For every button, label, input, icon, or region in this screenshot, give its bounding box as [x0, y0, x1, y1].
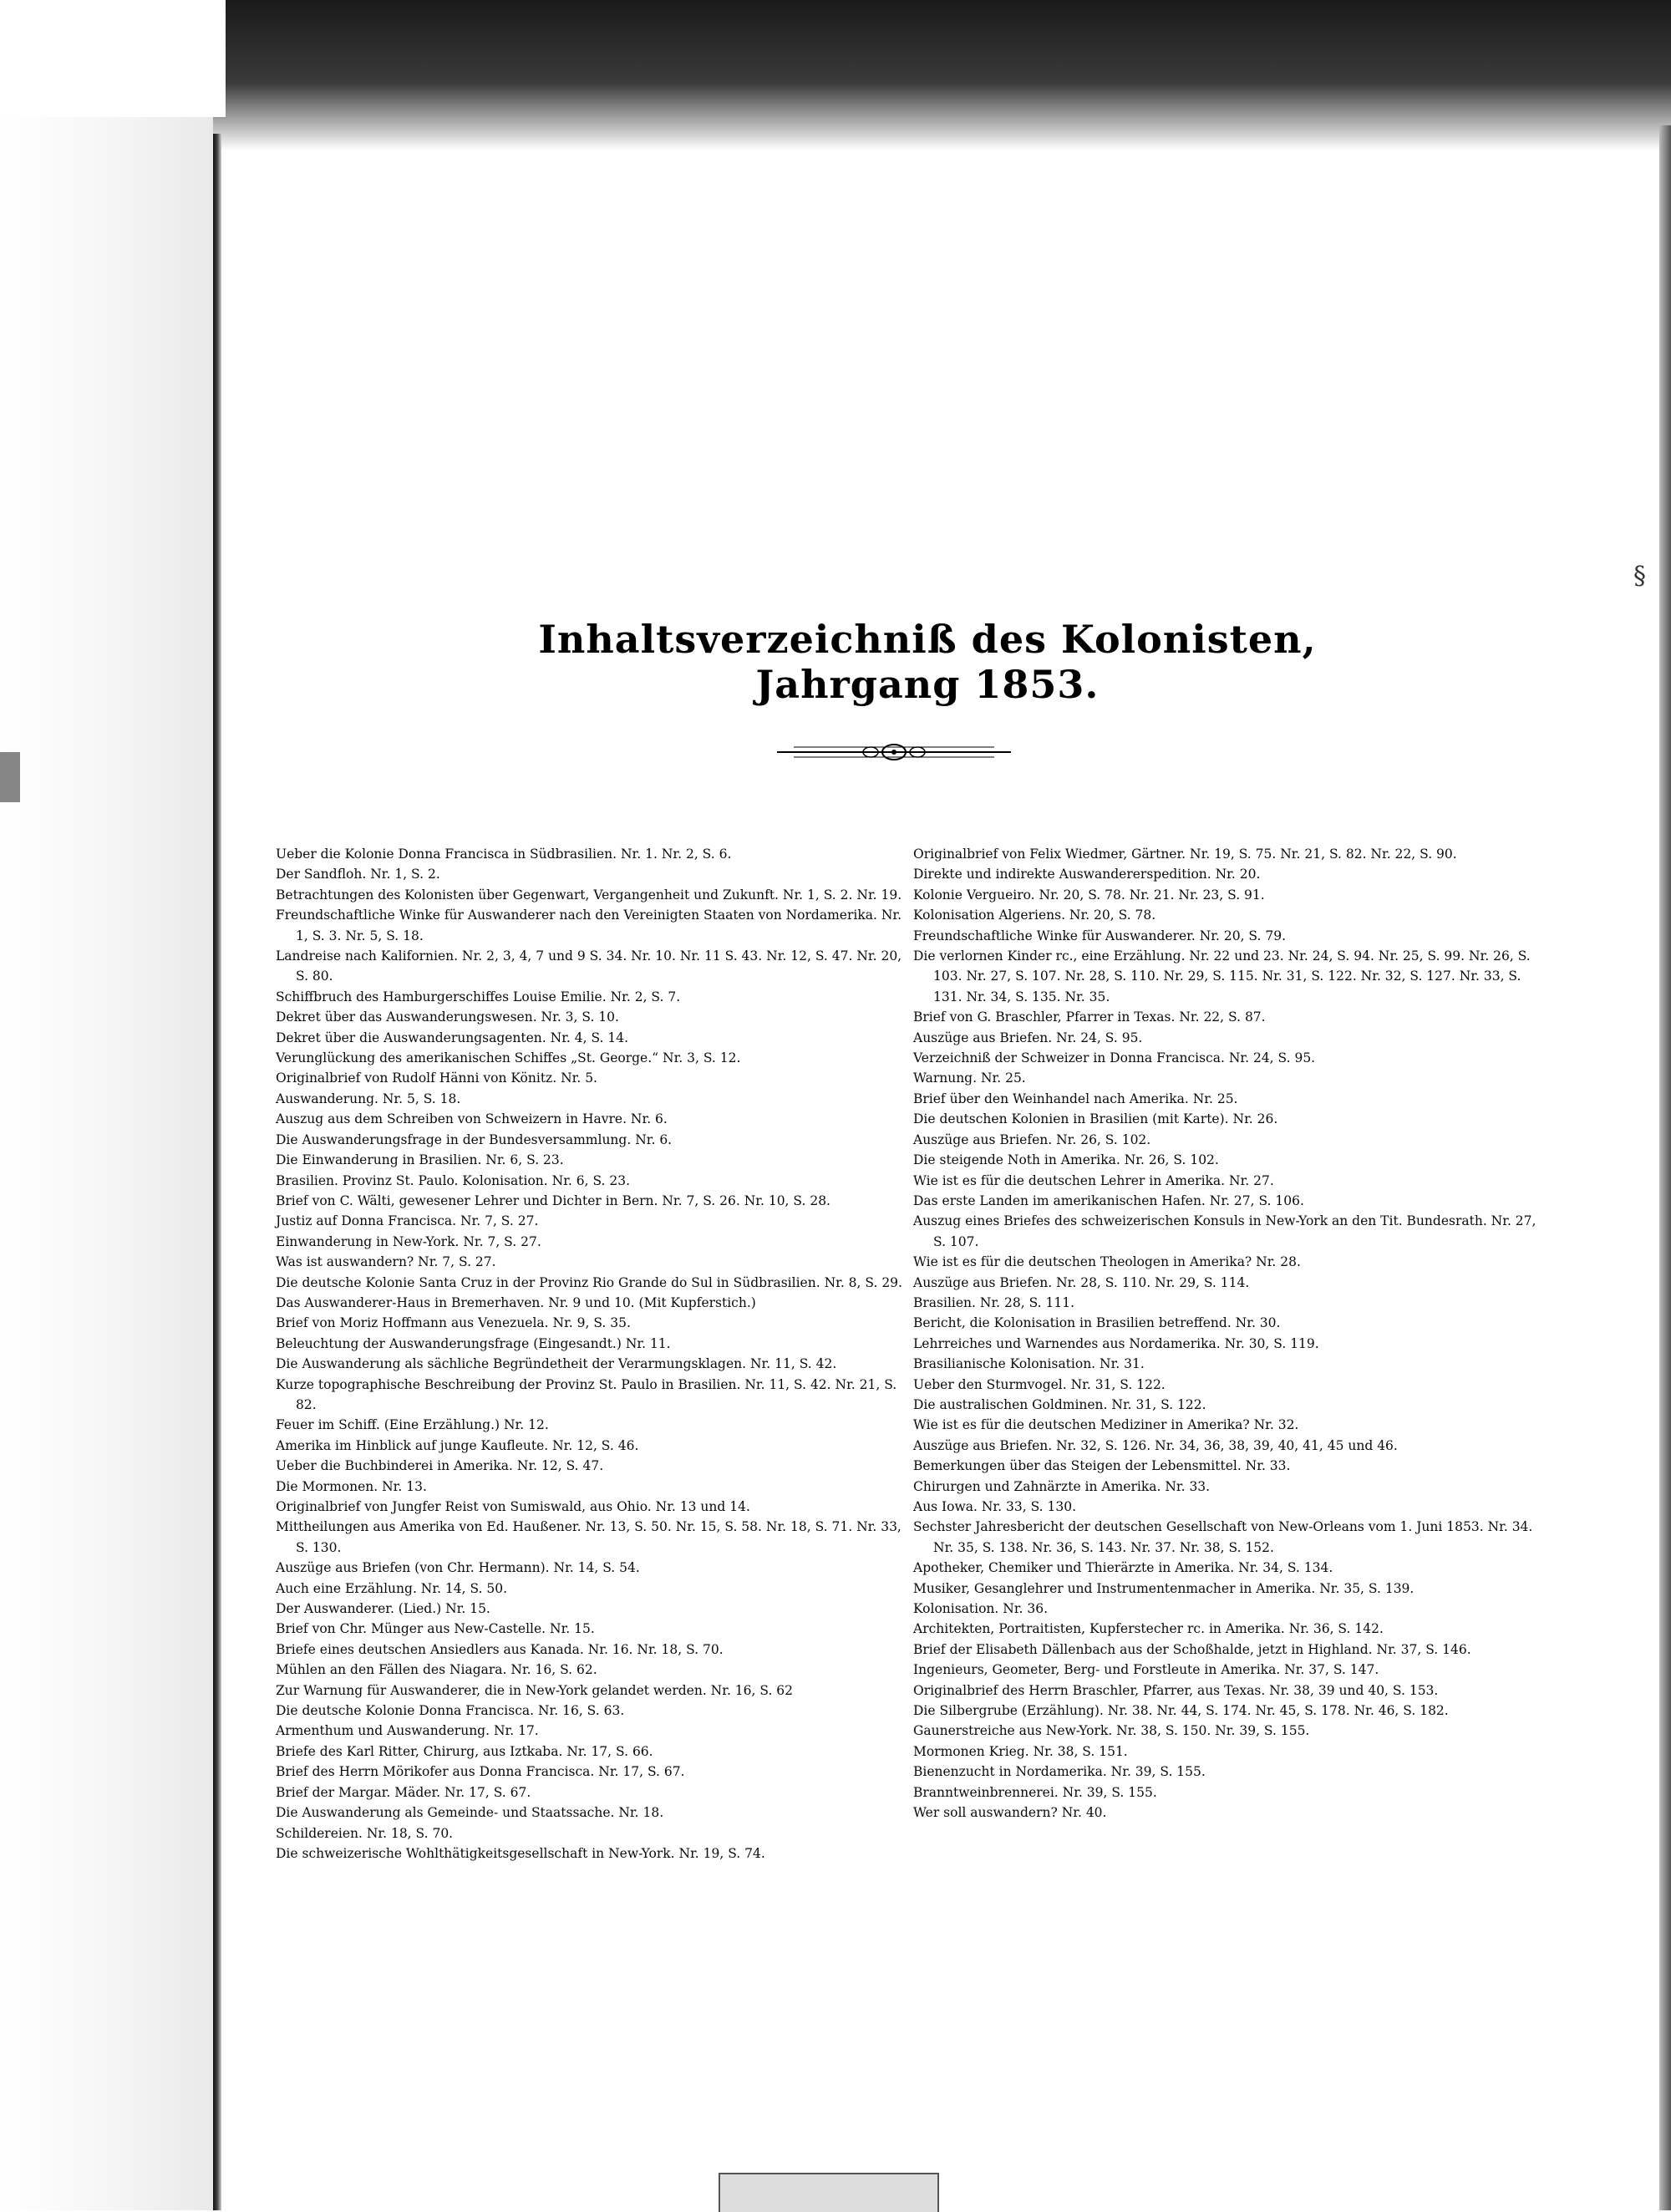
- toc-entry: Dekret über die Auswanderungsagenten. Nr. 4, S. 14.: [276, 1030, 629, 1045]
- toc-entry: Die Auswanderung als sächliche Begründetheit der Verarmungsklagen. Nr. 11, S. 42.: [276, 1356, 837, 1372]
- toc-entry: Auszüge aus Briefen (von Chr. Hermann). Nr. 14, S. 54.: [276, 1560, 640, 1576]
- toc-entry: Ueber die Buchbinderei in Amerika. Nr. 12, S. 47.: [276, 1458, 604, 1474]
- toc-entry: Brief von Chr. Münger aus New-Castelle. Nr. 15.: [276, 1621, 595, 1637]
- toc-entry: Briefe des Karl Ritter, Chirurg, aus Iztkaba. Nr. 17, S. 66.: [276, 1743, 653, 1759]
- toc-entry: Die verlornen Kinder rc., eine Erzählung. Nr. 22 und 23. Nr. 24, S. 94. Nr. 25, S. 99. Nr. 26, S. 103. Nr. 27, S. 107. Nr. 28, S. 110. Nr. 29, S. 115. Nr. 31, S. 122. Nr. 32, S. 127. Nr. 33, S. 131. Nr. 34, S. 135. Nr. 35.: [913, 948, 1531, 1004]
- toc-entry: Die steigende Noth in Amerika. Nr. 26, S. 102.: [913, 1152, 1219, 1168]
- toc-entry: Die deutsche Kolonie Santa Cruz in der Provinz Rio Grande do Sul in Südbrasilien. Nr. 8, S. 29.: [276, 1274, 902, 1290]
- toc-entry: Lehrreiches und Warnendes aus Nordamerika. Nr. 30, S. 119.: [913, 1335, 1319, 1351]
- scan-top-shadow: [0, 0, 1671, 150]
- toc-entry: Gaunerstreiche aus New-York. Nr. 38, S. 150. Nr. 39, S. 155.: [913, 1723, 1310, 1739]
- toc-entry: Verunglückung des amerikanischen Schiffes „St. George.“ Nr. 3, S. 12.: [276, 1050, 741, 1066]
- toc-entry: Originalbrief von Felix Wiedmer, Gärtner. Nr. 19, S. 75. Nr. 21, S. 82. Nr. 22, S. 90.: [913, 847, 1457, 862]
- toc-entry: Betrachtungen des Kolonisten über Gegenwart, Vergangenheit und Zukunft. Nr. 1, S. 2. Nr. 19.: [276, 887, 902, 903]
- toc-entry: Freundschaftliche Winke für Auswanderer. Nr. 20, S. 79.: [913, 928, 1287, 943]
- toc-entry: Aus Iowa. Nr. 33, S. 130.: [913, 1499, 1077, 1514]
- toc-entry: Feuer im Schiff. (Eine Erzählung.) Nr. 12.: [276, 1417, 549, 1433]
- toc-entry: Brief von G. Braschler, Pfarrer in Texas. Nr. 22, S. 87.: [913, 1009, 1266, 1025]
- toc-entry: Auszüge aus Briefen. Nr. 32, S. 126. Nr. 34, 36, 38, 39, 40, 41, 45 und 46.: [913, 1437, 1398, 1453]
- toc-entry: Brief der Elisabeth Dällenbach aus der Schoßhalde, jetzt in Highland. Nr. 37, S. 146.: [913, 1641, 1471, 1657]
- page-title: Inhaltsverzeichniß des Kolonisten, Jahrgang 1853.: [538, 617, 1317, 707]
- toc-entry: Briefe eines deutschen Ansiedlers aus Kanada. Nr. 16. Nr. 18, S. 70.: [276, 1641, 724, 1657]
- toc-entry: Wer soll auswandern? Nr. 40.: [913, 1805, 1107, 1821]
- toc-entry: Wie ist es für die deutschen Mediziner in Amerika? Nr. 32.: [913, 1417, 1299, 1433]
- toc-entry: Einwanderung in New-York. Nr. 7, S. 27.: [276, 1233, 541, 1249]
- toc-entry: Beleuchtung der Auswanderungsfrage (Eingesandt.) Nr. 11.: [276, 1335, 671, 1351]
- toc-entry: Die Einwanderung in Brasilien. Nr. 6, S. 23.: [276, 1152, 564, 1168]
- toc-entry: Auszüge aus Briefen. Nr. 26, S. 102.: [913, 1131, 1151, 1147]
- toc-entry: Mittheilungen aus Amerika von Ed. Haußener. Nr. 13, S. 50. Nr. 15, S. 58. Nr. 18, S. 71. Nr. 33, S. 130.: [276, 1519, 902, 1555]
- toc-entry: Kolonisation Algeriens. Nr. 20, S. 78.: [913, 908, 1156, 923]
- toc-entry: Der Auswanderer. (Lied.) Nr. 15.: [276, 1601, 490, 1617]
- toc-entry: Originalbrief des Herrn Braschler, Pfarrer, aus Texas. Nr. 38, 39 und 40, S. 153.: [913, 1682, 1439, 1698]
- toc-entry: Die deutschen Kolonien in Brasilien (mit Karte). Nr. 26.: [913, 1111, 1278, 1127]
- toc-entry: Chirurgen und Zahnärzte in Amerika. Nr. 33.: [913, 1478, 1211, 1494]
- toc-entry: Freundschaftliche Winke für Auswanderer nach den Vereinigten Staaten von Nordamerika. Nr. 1, S. 3. Nr. 5, S. 18.: [276, 908, 902, 943]
- toc-entry: Was ist auswandern? Nr. 7, S. 27.: [276, 1254, 496, 1270]
- toc-entry: Bienenzucht in Nordamerika. Nr. 39, S. 155.: [913, 1764, 1206, 1780]
- toc-entry: Brasilianische Kolonisation. Nr. 31.: [913, 1356, 1145, 1372]
- toc-entry: Ingenieurs, Geometer, Berg- und Forstleute in Amerika. Nr. 37, S. 147.: [913, 1662, 1379, 1678]
- toc-entry: Dekret über das Auswanderungswesen. Nr. 3, S. 10.: [276, 1009, 619, 1025]
- binding-shadow: [213, 134, 221, 2210]
- toc-entry: Wie ist es für die deutschen Lehrer in Amerika. Nr. 27.: [913, 1172, 1274, 1188]
- toc-entry: Die schweizerische Wohlthätigkeitsgesellschaft in New-York. Nr. 19, S. 74.: [276, 1845, 765, 1861]
- toc-entry: Auszug aus dem Schreiben von Schweizern in Havre. Nr. 6.: [276, 1111, 668, 1127]
- toc-entry: Das erste Landen im amerikanischen Hafen. Nr. 27, S. 106.: [913, 1192, 1304, 1208]
- toc-entry: Brief der Margar. Mäder. Nr. 17, S. 67.: [276, 1784, 531, 1800]
- toc-entry: Die deutsche Kolonie Donna Francisca. Nr. 16, S. 63.: [276, 1703, 625, 1719]
- toc-left-column: [276, 844, 911, 1864]
- toc-entry: Originalbrief von Jungfer Reist von Sumiswald, aus Ohio. Nr. 13 und 14.: [276, 1499, 750, 1514]
- toc-entry: Auszug eines Briefes des schweizerischen Konsuls in New-York an den Tit. Bundesrath. Nr. 27, S. 107.: [913, 1213, 1536, 1249]
- toc-entry: Sechster Jahresbericht der deutschen Gesellschaft von New-Orleans vom 1. Juni 1853. Nr. 34. Nr. 35, S. 138. Nr. 36, S. 143. Nr. 37. Nr. 38, S. 152.: [913, 1519, 1533, 1555]
- toc-entry: Das Auswanderer-Haus in Bremerhaven. Nr. 9 und 10. (Mit Kupferstich.): [276, 1294, 756, 1310]
- previous-page-edge: [0, 117, 213, 2210]
- bleed-through-text: [251, 234, 1487, 518]
- toc-entry: Warnung. Nr. 25.: [913, 1070, 1026, 1086]
- margin-mark-icon: §: [1633, 562, 1646, 591]
- toc-entry: Die australischen Goldminen. Nr. 31, S. 122.: [913, 1396, 1206, 1412]
- toc-entry: Auszüge aus Briefen. Nr. 24, S. 95.: [913, 1030, 1143, 1045]
- page-right-edge: [1659, 125, 1671, 2210]
- toc-entry: Kolonie Vergueiro. Nr. 20, S. 78. Nr. 21. Nr. 23, S. 91.: [913, 887, 1265, 903]
- toc-entry: Kolonisation. Nr. 36.: [913, 1601, 1049, 1617]
- toc-entry: Die Silbergrube (Erzählung). Nr. 38. Nr. 44, S. 174. Nr. 45, S. 178. Nr. 46, S. 182.: [913, 1703, 1449, 1719]
- scan-top-left-blank: [0, 0, 226, 117]
- toc-entry: Landreise nach Kalifornien. Nr. 2, 3, 4, 7 und 9 S. 34. Nr. 10. Nr. 11 S. 43. Nr. 12, S. 47. Nr. 20, S. 80.: [276, 948, 902, 984]
- toc-entry: Schildereien. Nr. 18, S. 70.: [276, 1825, 454, 1841]
- toc-entry: Bemerkungen über das Steigen der Lebensmittel. Nr. 33.: [913, 1458, 1291, 1474]
- toc-entry: Ueber den Sturmvogel. Nr. 31, S. 122.: [913, 1376, 1166, 1392]
- previous-page-mark: [0, 752, 20, 802]
- toc-entry: Der Sandfloh. Nr. 1, S. 2.: [276, 867, 440, 882]
- toc-entry: Brief von C. Wälti, gewesener Lehrer und Dichter in Bern. Nr. 7, S. 26. Nr. 10, S. 28.: [276, 1192, 830, 1208]
- toc-entry: Die Auswanderungsfrage in der Bundesversammlung. Nr. 6.: [276, 1131, 673, 1147]
- toc-entry: Direkte und indirekte Auswandererspedition. Nr. 20.: [913, 867, 1261, 882]
- toc-entry: Brasilien. Nr. 28, S. 111.: [913, 1294, 1075, 1310]
- toc-entry: Brief des Herrn Mörikofer aus Donna Francisca. Nr. 17, S. 67.: [276, 1764, 685, 1780]
- toc-entry: Auswanderung. Nr. 5, S. 18.: [276, 1091, 461, 1106]
- toc-entry: Apotheker, Chemiker und Thierärzte in Amerika. Nr. 34, S. 134.: [913, 1560, 1333, 1576]
- toc-entry: Zur Warnung für Auswanderer, die in New-York gelandet werden. Nr. 16, S. 62: [276, 1682, 794, 1698]
- toc-entry: Armenthum und Auswanderung. Nr. 17.: [276, 1723, 539, 1739]
- toc-entry: Architekten, Portraitisten, Kupferstecher rc. in Amerika. Nr. 36, S. 142.: [913, 1621, 1384, 1637]
- toc-right-column: [913, 844, 1548, 1823]
- toc-entry: Auch eine Erzählung. Nr. 14, S. 50.: [276, 1580, 508, 1596]
- toc-entry: Mormonen Krieg. Nr. 38, S. 151.: [913, 1743, 1128, 1759]
- toc-entry: Brief von Moriz Hoffmann aus Venezuela. Nr. 9, S. 35.: [276, 1315, 631, 1331]
- bottom-paper-tab: [719, 2173, 939, 2212]
- toc-entry: Wie ist es für die deutschen Theologen in Amerika? Nr. 28.: [913, 1254, 1301, 1270]
- toc-entry: Brief über den Weinhandel nach Amerika. Nr. 25.: [913, 1091, 1238, 1106]
- toc-entry: Verzeichniß der Schweizer in Donna Francisca. Nr. 24, S. 95.: [913, 1050, 1316, 1066]
- toc-entry: Amerika im Hinblick auf junge Kaufleute. Nr. 12, S. 46.: [276, 1437, 639, 1453]
- toc-entry: Musiker, Gesanglehrer und Instrumentenmacher in Amerika. Nr. 35, S. 139.: [913, 1580, 1415, 1596]
- toc-entry: Ueber die Kolonie Donna Francisca in Südbrasilien. Nr. 1. Nr. 2, S. 6.: [276, 847, 732, 862]
- toc-entry: Brasilien. Provinz St. Paulo. Kolonisation. Nr. 6, S. 23.: [276, 1172, 631, 1188]
- toc-entry: Originalbrief von Rudolf Hänni von Könitz. Nr. 5.: [276, 1070, 597, 1086]
- toc-entry: Die Mormonen. Nr. 13.: [276, 1478, 427, 1494]
- toc-entry: Mühlen an den Fällen des Niagara. Nr. 16, S. 62.: [276, 1662, 597, 1678]
- ornament-divider-icon: [777, 735, 1011, 769]
- toc-entry: Branntweinbrennerei. Nr. 39, S. 155.: [913, 1784, 1157, 1800]
- toc-entry: Die Auswanderung als Gemeinde- und Staatssache. Nr. 18.: [276, 1805, 664, 1821]
- toc-entry: Auszüge aus Briefen. Nr. 28, S. 110. Nr. 29, S. 114.: [913, 1274, 1250, 1290]
- toc-entry: Schiffbruch des Hamburgerschiffes Louise Emilie. Nr. 2, S. 7.: [276, 989, 681, 1004]
- toc-entry: Bericht, die Kolonisation in Brasilien betreffend. Nr. 30.: [913, 1315, 1281, 1331]
- toc-entry: Justiz auf Donna Francisca. Nr. 7, S. 27.: [276, 1213, 539, 1229]
- toc-entry: Kurze topographische Beschreibung der Provinz St. Paulo in Brasilien. Nr. 11, S. 42. Nr. 21, S. 82.: [276, 1376, 897, 1412]
